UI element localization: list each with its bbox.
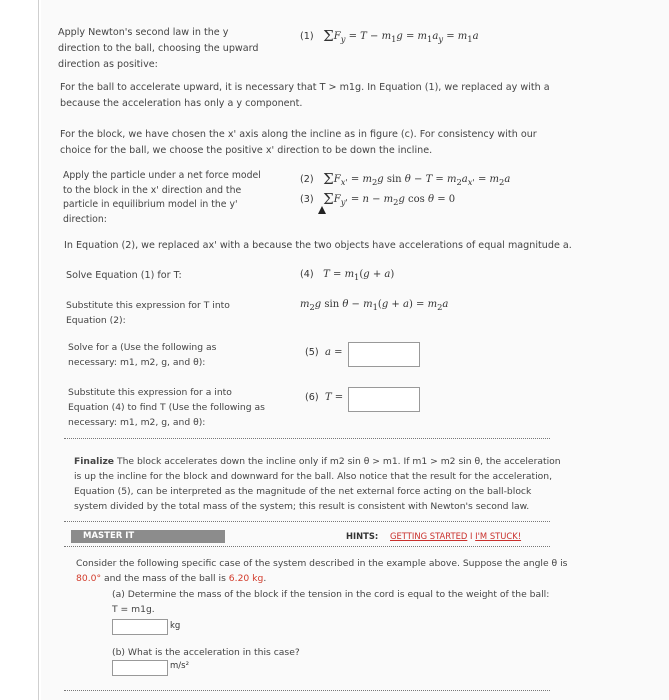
kg-unit: kg	[170, 621, 181, 631]
equation-4: (4) $T = m_1(g + a)$	[300, 269, 395, 282]
paragraph-accelerate: For the ball to accelerate upward, it is necessary that T > m1g. In Equation (1), we replaced ay with a because the acceleration has only a y component.	[60, 82, 550, 109]
question-b: (b) What is the acceleration in this case?	[112, 647, 300, 658]
equation-1: (1) $\Sigma F_y = T - m_1g = m_1a_y = m_1a$	[300, 27, 479, 45]
step5-label: Solve for a (Use the following as necessary: m1, m2, g, and θ):	[68, 342, 217, 368]
acceleration-answer-input[interactable]	[348, 342, 420, 367]
mass-value: 6.20 kg	[228, 573, 264, 584]
mouse-cursor-icon	[318, 206, 326, 214]
substituted-equation: $m_2g$ $\sin \theta - m_1(g + a) = m_2a$	[300, 299, 449, 312]
divider	[64, 438, 550, 439]
equation-2: (2) $\Sigma F_{x'} = m_2g$ $\sin \theta - T = m_2a_{x'} = m_2a$	[300, 170, 511, 188]
divider	[64, 521, 550, 522]
substitute-label: Substitute this expression for T into Equation (2):	[66, 300, 230, 326]
getting-started-link[interactable]: GETTING STARTED	[390, 531, 468, 541]
step6-label: Substitute this expression for a into Equation (4) to find T (Use the following as necessary: m1, m2, g, and θ):	[68, 387, 265, 428]
divider	[64, 546, 550, 547]
hints-links: GETTING STARTED I I'M STUCK!	[390, 531, 522, 541]
acceleration-case-input[interactable]	[112, 660, 168, 676]
finalize-text: Finalize The block accelerates down the incline only if m2 sin θ > m1. If m1 > m2 sin θ, the acceleration is up the incline for the block and downward for the ball. Also notice that the result for the acceleration, Equation (5), can be interpreted as the magnitude of the net external force acting on the ball-block system divided by the total mass of the system; this result is consistent with Newton's second law.	[74, 456, 561, 512]
problem-statement: Consider the following specific case of the system described in the example above. Suppose the angle θ is 80.0° and the mass of the ball is 6.20 kg.	[76, 558, 568, 584]
step5-prefix: (5) a =	[305, 347, 343, 358]
master-it-button[interactable]: MASTER IT	[71, 530, 225, 543]
divider	[64, 690, 550, 691]
question-a: (a) Determine the mass of the block if the tension in the cord is equal to the weight of the ball: T = m1g.	[112, 589, 550, 615]
hints-label: HINTS:	[346, 531, 379, 541]
block-desc: Apply the particle under a net force model to the block in the x' direction and the particle in equilibrium model in the y' direction:	[63, 170, 261, 225]
finalize-heading: Finalize	[74, 456, 115, 467]
im-stuck-link[interactable]: I'M STUCK!	[475, 531, 522, 541]
newton-desc: Apply Newton's second law in the y direction to the ball, choosing the upward direction as positive:	[58, 27, 259, 70]
equation-3: (3) $\Sigma F_{y'} = n - m_2g$ cos θ = 0	[300, 190, 456, 208]
ms2-unit: m/s²	[170, 661, 189, 671]
paragraph-incline: For the block, we have chosen the x' axis along the incline as in figure (c). For consistency with our choice for the ball, we choose the positive x' direction to be down the incline.	[60, 129, 537, 156]
paragraph-replaced: In Equation (2), we replaced ax' with a because the two objects have accelerations of equal magnitude a.	[64, 240, 572, 251]
block-mass-input[interactable]	[112, 619, 168, 635]
angle-value: 80.0°	[76, 573, 102, 584]
tension-answer-input[interactable]	[348, 387, 420, 412]
step6-prefix: (6) T =	[305, 392, 344, 403]
step4-label: Solve Equation (1) for T:	[66, 270, 182, 281]
